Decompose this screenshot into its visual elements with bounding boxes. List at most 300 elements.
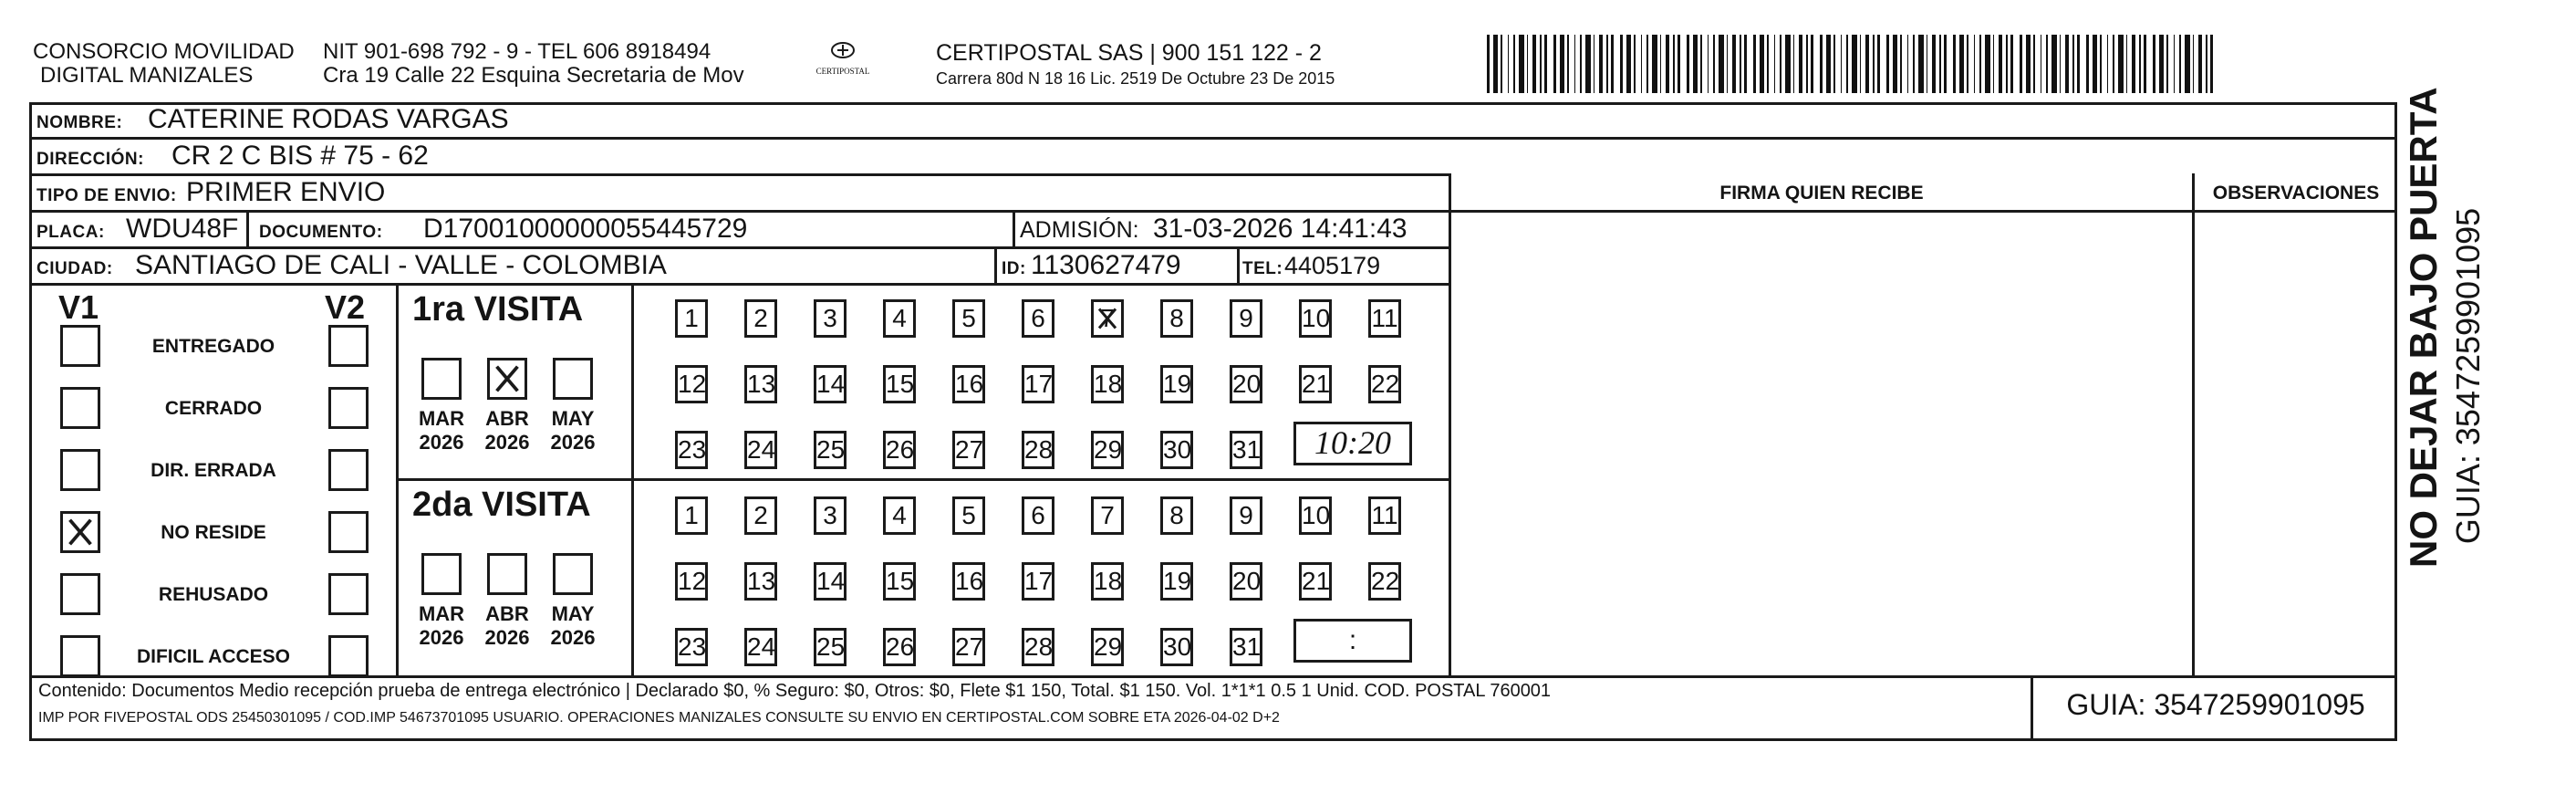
barcode-bar: [1560, 35, 1564, 93]
second-visit-time[interactable]: :: [1293, 619, 1412, 663]
col-line: [1449, 173, 1451, 675]
day-number: 4: [892, 501, 907, 529]
barcode-bar: [1501, 35, 1502, 93]
month-year: 2026: [419, 626, 464, 649]
row-line: [29, 173, 1450, 176]
barcode-bar: [1599, 35, 1603, 93]
month-year: 2026: [484, 431, 530, 454]
day-box[interactable]: [1091, 496, 1124, 535]
v2-checkbox[interactable]: [328, 449, 369, 491]
sender-company-line2: DIGITAL MANIZALES: [40, 63, 254, 88]
day-number: 19: [1163, 567, 1192, 595]
plate-value: WDU48F: [126, 214, 239, 244]
document-value: D17001000000055445729: [423, 214, 748, 244]
day-box[interactable]: [1022, 496, 1054, 535]
barcode-bar: [1544, 35, 1547, 93]
month-checkbox[interactable]: [421, 358, 462, 400]
courier-logo: [815, 40, 870, 76]
day-number: 2: [753, 304, 768, 332]
barcode-bar: [1626, 35, 1631, 93]
day-box[interactable]: [1022, 431, 1054, 469]
barcode-bar: [1574, 35, 1575, 93]
barcode-bar: [1673, 35, 1675, 93]
barcode-bar: [1907, 35, 1908, 93]
day-box[interactable]: [744, 628, 777, 666]
barcode-bar: [1753, 35, 1756, 93]
day-box[interactable]: [1230, 431, 1262, 469]
day-number: 7: [1100, 304, 1115, 332]
barcode-bar: [1652, 35, 1657, 93]
col-line: [2031, 675, 2033, 741]
month-checkbox[interactable]: [421, 553, 462, 595]
day-box[interactable]: [1299, 299, 1332, 338]
barcode-bar: [2132, 35, 2135, 93]
day-box[interactable]: [1160, 562, 1193, 601]
address-label: DIRECCIÓN:: [36, 150, 144, 169]
day-number: 24: [747, 435, 776, 464]
barcode-bar: [1967, 35, 1968, 93]
day-box[interactable]: [675, 628, 708, 666]
barcode-bar: [1634, 35, 1636, 93]
day-box[interactable]: [1160, 496, 1193, 535]
sender-address: Cra 19 Calle 22 Esquina Secretaria de Mov: [323, 63, 744, 88]
day-box[interactable]: [1230, 299, 1262, 338]
courier-logo-icon: [825, 40, 861, 62]
barcode-bar: [1939, 35, 1941, 93]
barcode-bar: [2166, 35, 2168, 93]
day-box[interactable]: [744, 431, 777, 469]
day-number: 10: [1302, 501, 1331, 529]
barcode-bar: [1852, 35, 1857, 93]
day-number: 20: [1232, 370, 1262, 398]
row-line: [29, 283, 1450, 286]
barcode-bar: [1846, 35, 1848, 93]
day-number: 17: [1024, 370, 1054, 398]
admission-label: ADMISIÓN:: [1020, 217, 1139, 243]
month-name: ABR: [485, 407, 529, 430]
day-box[interactable]: [675, 365, 708, 403]
day-box[interactable]: [675, 431, 708, 469]
footer-print-line: IMP POR FIVEPOSTAL ODS 25450301095 / COD.IMP 54673701095 USUARIO. OPERACIONES MANIZALES CONSULTE SU ENVIO EN CERTIPOSTAL.COM SOBRE ETA 2026-04-02 D+2: [38, 710, 1280, 726]
month-label: [478, 602, 536, 650]
barcode-bar: [2060, 35, 2061, 93]
day-box[interactable]: [1368, 299, 1401, 338]
day-box[interactable]: [814, 299, 847, 338]
barcode-bar: [2072, 35, 2074, 93]
day-box[interactable]: [883, 496, 916, 535]
day-number: 12: [678, 567, 707, 595]
v2-checkbox[interactable]: [328, 511, 369, 553]
barcode-bar: [1793, 35, 1794, 93]
barcode-bar: [2179, 35, 2181, 93]
day-box[interactable]: [883, 431, 916, 469]
day-number: 23: [678, 632, 707, 661]
day-box[interactable]: [1368, 365, 1401, 403]
day-box[interactable]: [1299, 562, 1332, 601]
second-visit-title: 2da VISITA: [412, 486, 591, 524]
barcode-bar: [2046, 35, 2048, 93]
row-line: [29, 210, 2397, 213]
barcode-bar: [2210, 35, 2213, 93]
signature-box[interactable]: [1452, 214, 2191, 674]
day-box[interactable]: [675, 299, 708, 338]
barcode-bar: [2159, 35, 2164, 93]
barcode-bar: [2153, 35, 2155, 93]
type-value: PRIMER ENVIO: [186, 177, 386, 207]
barcode-bar: [1567, 35, 1569, 93]
day-number: 19: [1163, 370, 1192, 398]
barcode-bar: [2144, 35, 2146, 93]
day-number: 7: [1100, 501, 1115, 529]
v2-checkbox[interactable]: [328, 573, 369, 615]
day-box[interactable]: [1091, 628, 1124, 666]
barcode-bar: [2139, 35, 2141, 93]
barcode-bar: [1774, 35, 1775, 93]
barcode-bar: [1532, 35, 1536, 93]
reason-label: REHUSADO: [158, 584, 269, 605]
day-box[interactable]: [744, 562, 777, 601]
day-box[interactable]: [1022, 562, 1054, 601]
sender-details: [323, 40, 744, 88]
month-name: MAR: [418, 602, 465, 625]
day-number: 20: [1232, 567, 1262, 595]
barcode-bar: [1646, 35, 1648, 93]
plate-label: PLACA:: [36, 223, 105, 242]
barcode-bar: [1918, 35, 1924, 93]
day-box[interactable]: [1368, 562, 1401, 601]
barcode-bar: [1540, 35, 1542, 93]
day-box[interactable]: [1160, 365, 1193, 403]
day-number: 8: [1169, 501, 1184, 529]
v1-checkbox[interactable]: [60, 387, 100, 429]
name-value: CATERINE RODAS VARGAS: [148, 104, 509, 134]
day-box[interactable]: [952, 496, 985, 535]
day-number: 9: [1239, 304, 1253, 332]
day-number: 25: [816, 435, 846, 464]
day-box[interactable]: [1091, 365, 1124, 403]
side-guia: GUIA: 3547259901095: [2449, 207, 2487, 545]
month-name: MAR: [418, 407, 465, 430]
barcode-bar: [2026, 35, 2031, 93]
day-box[interactable]: [744, 496, 777, 535]
day-number: 13: [747, 370, 776, 398]
day-box[interactable]: [1091, 431, 1124, 469]
barcode-bar: [1985, 35, 1990, 93]
day-number: 14: [816, 370, 846, 398]
month-label: [412, 407, 471, 454]
month-label: [412, 602, 471, 650]
barcode-bar: [1979, 35, 1981, 93]
day-box[interactable]: [814, 496, 847, 535]
barcode-bar: [2113, 35, 2114, 93]
barcode-bar: [2174, 35, 2175, 93]
day-box[interactable]: [952, 628, 985, 666]
name-label: NOMBRE:: [36, 113, 123, 132]
day-box[interactable]: [1160, 299, 1193, 338]
barcode-bar: [2086, 35, 2089, 93]
day-box[interactable]: [1022, 628, 1054, 666]
sender-nit: NIT 901-698 792 - 9 - TEL 606 8918494: [323, 39, 712, 64]
day-box[interactable]: [1299, 365, 1332, 403]
v2-checkbox[interactable]: [328, 635, 369, 677]
footer-guia: GUIA: 3547259901095: [2066, 688, 2365, 721]
barcode-bar: [1860, 35, 1861, 93]
day-box[interactable]: [1230, 628, 1262, 666]
day-number: 30: [1163, 435, 1192, 464]
reason-label: ENTREGADO: [151, 336, 275, 357]
day-box[interactable]: [1091, 299, 1124, 338]
barcode-bar: [1877, 35, 1880, 93]
barcode-bar: [2193, 35, 2194, 93]
day-number: 23: [678, 435, 707, 464]
day-number: 12: [678, 370, 707, 398]
barcode-bar: [1580, 35, 1582, 93]
col-line: [246, 210, 249, 246]
day-number: 16: [955, 567, 984, 595]
tel-value: 4405179: [1284, 252, 1381, 279]
day-number: 28: [1024, 435, 1054, 464]
side-warning: NO DEJAR BAJO PUERTA: [2402, 87, 2445, 568]
month-name: MAY: [551, 407, 595, 430]
barcode: [1487, 35, 2217, 93]
barcode-bar: [1913, 35, 1915, 93]
type-label: TIPO DE ENVIO:: [36, 186, 177, 205]
v2-checkbox[interactable]: [328, 387, 369, 429]
v1-checkbox[interactable]: [60, 449, 100, 491]
day-number: 14: [816, 567, 846, 595]
month-year: 2026: [484, 626, 530, 649]
row-line: [29, 675, 2397, 678]
reason-label: CERRADO: [164, 398, 263, 419]
observations-box[interactable]: [2195, 214, 2397, 674]
barcode-bar: [1493, 35, 1498, 93]
day-number: 18: [1094, 370, 1123, 398]
barcode-bar: [1744, 35, 1747, 93]
barcode-bar: [2126, 35, 2127, 93]
day-number: 29: [1094, 435, 1123, 464]
day-number: 15: [886, 567, 915, 595]
barcode-bar: [1820, 35, 1823, 93]
day-box[interactable]: [814, 562, 847, 601]
barcode-bar: [1993, 35, 1994, 93]
barcode-bar: [1760, 35, 1764, 93]
barcode-bar: [1932, 35, 1936, 93]
day-box[interactable]: [952, 431, 985, 469]
day-box[interactable]: [1230, 496, 1262, 535]
first-visit-time[interactable]: 10:20: [1293, 422, 1412, 465]
barcode-bar: [1865, 35, 1869, 93]
barcode-bar: [1687, 35, 1689, 93]
barcode-bar: [1620, 35, 1623, 93]
barcode-bar: [1959, 35, 1964, 93]
barcode-bar: [1886, 35, 1889, 93]
day-box[interactable]: [883, 365, 916, 403]
month-label: [478, 407, 536, 454]
barcode-bar: [1740, 35, 1741, 93]
month-year: 2026: [550, 626, 596, 649]
day-box[interactable]: [952, 365, 985, 403]
barcode-bar: [1999, 35, 2002, 93]
v1-checkbox[interactable]: [60, 325, 100, 367]
day-box[interactable]: [952, 299, 985, 338]
day-number: 11: [1371, 501, 1398, 529]
day-number: 26: [886, 435, 915, 464]
day-number: 15: [886, 370, 915, 398]
barcode-bar: [1799, 35, 1802, 93]
day-number: 27: [955, 435, 984, 464]
barcode-bar: [1826, 35, 1831, 93]
day-number: 1: [684, 304, 699, 332]
day-number: 6: [1031, 304, 1045, 332]
barcode-bar: [1780, 35, 1781, 93]
courier-details: [936, 40, 1335, 91]
id-value: 1130627479: [1031, 250, 1181, 280]
barcode-bar: [2077, 35, 2080, 93]
barcode-bar: [1732, 35, 1736, 93]
day-number: 3: [823, 304, 837, 332]
col-line: [1237, 246, 1240, 283]
day-number: 5: [961, 304, 976, 332]
barcode-bar: [1660, 35, 1661, 93]
day-box[interactable]: [1230, 562, 1262, 601]
col-line: [1013, 210, 1015, 246]
barcode-bar: [1833, 35, 1835, 93]
barcode-bar: [2185, 35, 2190, 93]
month-name: ABR: [485, 602, 529, 625]
month-label: [544, 602, 602, 650]
day-box[interactable]: [883, 628, 916, 666]
barcode-bar: [1585, 35, 1591, 93]
barcode-bar: [1527, 35, 1528, 93]
day-number: 13: [747, 567, 776, 595]
reason-label: NO RESIDE: [161, 522, 266, 543]
day-box[interactable]: [814, 628, 847, 666]
day-box[interactable]: [883, 299, 916, 338]
barcode-bar: [1873, 35, 1875, 93]
day-number: 11: [1371, 304, 1398, 332]
day-number: 16: [955, 370, 984, 398]
day-box[interactable]: [1160, 431, 1193, 469]
day-box[interactable]: [675, 562, 708, 601]
day-number: 17: [1024, 567, 1054, 595]
barcode-bar: [2010, 35, 2013, 93]
barcode-bar: [2020, 35, 2022, 93]
v2-label: V2: [325, 288, 366, 326]
barcode-bar: [1513, 35, 1515, 93]
day-box[interactable]: [1368, 496, 1401, 535]
observations-header: OBSERVACIONES: [2212, 183, 2380, 204]
admission-value: 31-03-2026 14:41:43: [1153, 214, 1407, 244]
barcode-bar: [1606, 35, 1608, 93]
barcode-bar: [1519, 35, 1524, 93]
barcode-bar: [1727, 35, 1728, 93]
barcode-bar: [2206, 35, 2207, 93]
day-number: 3: [823, 501, 837, 529]
day-number: 27: [955, 632, 984, 661]
barcode-bar: [2118, 35, 2124, 93]
signature-header: FIRMA QUIEN RECIBE: [1719, 183, 1924, 204]
day-number: 2: [753, 501, 768, 529]
day-box[interactable]: [1299, 496, 1332, 535]
month-name: MAY: [551, 602, 595, 625]
barcode-bar: [1900, 35, 1902, 93]
barcode-bar: [1811, 35, 1813, 93]
day-box[interactable]: [1022, 299, 1054, 338]
day-box[interactable]: [814, 365, 847, 403]
day-number: 21: [1302, 370, 1331, 398]
courier-line1: CERTIPOSTAL SAS | 900 151 122 - 2: [936, 40, 1322, 66]
barcode-bar: [1678, 35, 1680, 93]
day-box[interactable]: [1022, 365, 1054, 403]
barcode-bar: [2006, 35, 2008, 93]
id-label: ID:: [1002, 259, 1026, 278]
document-label: DOCUMENTO:: [259, 223, 383, 242]
month-checkbox[interactable]: [487, 358, 527, 400]
v1-checkbox[interactable]: [60, 635, 100, 677]
day-box[interactable]: [1091, 562, 1124, 601]
day-box[interactable]: [744, 365, 777, 403]
day-box[interactable]: [883, 562, 916, 601]
day-box[interactable]: [952, 562, 985, 601]
day-number: 6: [1031, 501, 1045, 529]
day-box[interactable]: [814, 431, 847, 469]
sender-company-line1: CONSORCIO MOVILIDAD: [33, 39, 295, 64]
courier-logo-text: CERTIPOSTAL: [815, 67, 870, 76]
footer-content-line: Contenido: Documentos Medio recepción prueba de entrega electrónico | Declarado $0, % Seguro: $0, Otros: $0, Flete $1 150, Total. $1 150. Vol. 1*1*1 0.5 1 Unid. COD. POSTAL 760001: [38, 681, 1552, 701]
barcode-bar: [1713, 35, 1715, 93]
day-number: 10: [1302, 304, 1331, 332]
courier-line2: Carrera 80d N 18 16 Lic. 2519 De Octubre 23 De 2015: [936, 69, 1335, 88]
day-number: 31: [1232, 632, 1262, 661]
month-checkbox[interactable]: [553, 553, 593, 595]
barcode-bar: [1611, 35, 1614, 93]
reason-label: DIFICIL ACCESO: [136, 646, 290, 667]
v1-checkbox[interactable]: [60, 511, 100, 553]
day-number: 22: [1371, 567, 1400, 595]
barcode-bar: [2100, 35, 2102, 93]
day-box[interactable]: [675, 496, 708, 535]
address-value: CR 2 C BIS # 75 - 62: [171, 141, 429, 171]
barcode-bar: [1553, 35, 1556, 93]
day-number: 31: [1232, 435, 1262, 464]
day-number: 30: [1163, 632, 1192, 661]
day-box[interactable]: [744, 299, 777, 338]
month-checkbox[interactable]: [553, 358, 593, 400]
first-visit-title: 1ra VISITA: [412, 290, 584, 329]
v1-checkbox[interactable]: [60, 573, 100, 615]
barcode-bar: [1708, 35, 1709, 93]
day-number: 26: [886, 632, 915, 661]
v2-checkbox[interactable]: [328, 325, 369, 367]
barcode-bar: [1693, 35, 1698, 93]
day-number: 8: [1169, 304, 1184, 332]
month-checkbox[interactable]: [487, 553, 527, 595]
barcode-bar: [1508, 35, 1509, 93]
barcode-bar: [1893, 35, 1897, 93]
day-number: 1: [684, 501, 699, 529]
city-label: CIUDAD:: [36, 259, 113, 278]
barcode-bar: [1487, 35, 1490, 93]
barcode-bar: [1767, 35, 1769, 93]
barcode-bar: [2093, 35, 2097, 93]
day-box[interactable]: [1230, 365, 1262, 403]
barcode-bar: [1785, 35, 1791, 93]
day-box[interactable]: [1160, 628, 1193, 666]
city-value: SANTIAGO DE CALI - VALLE - COLOMBIA: [135, 250, 667, 280]
month-year: 2026: [419, 431, 464, 454]
day-number: 24: [747, 632, 776, 661]
barcode-bar: [1666, 35, 1669, 93]
